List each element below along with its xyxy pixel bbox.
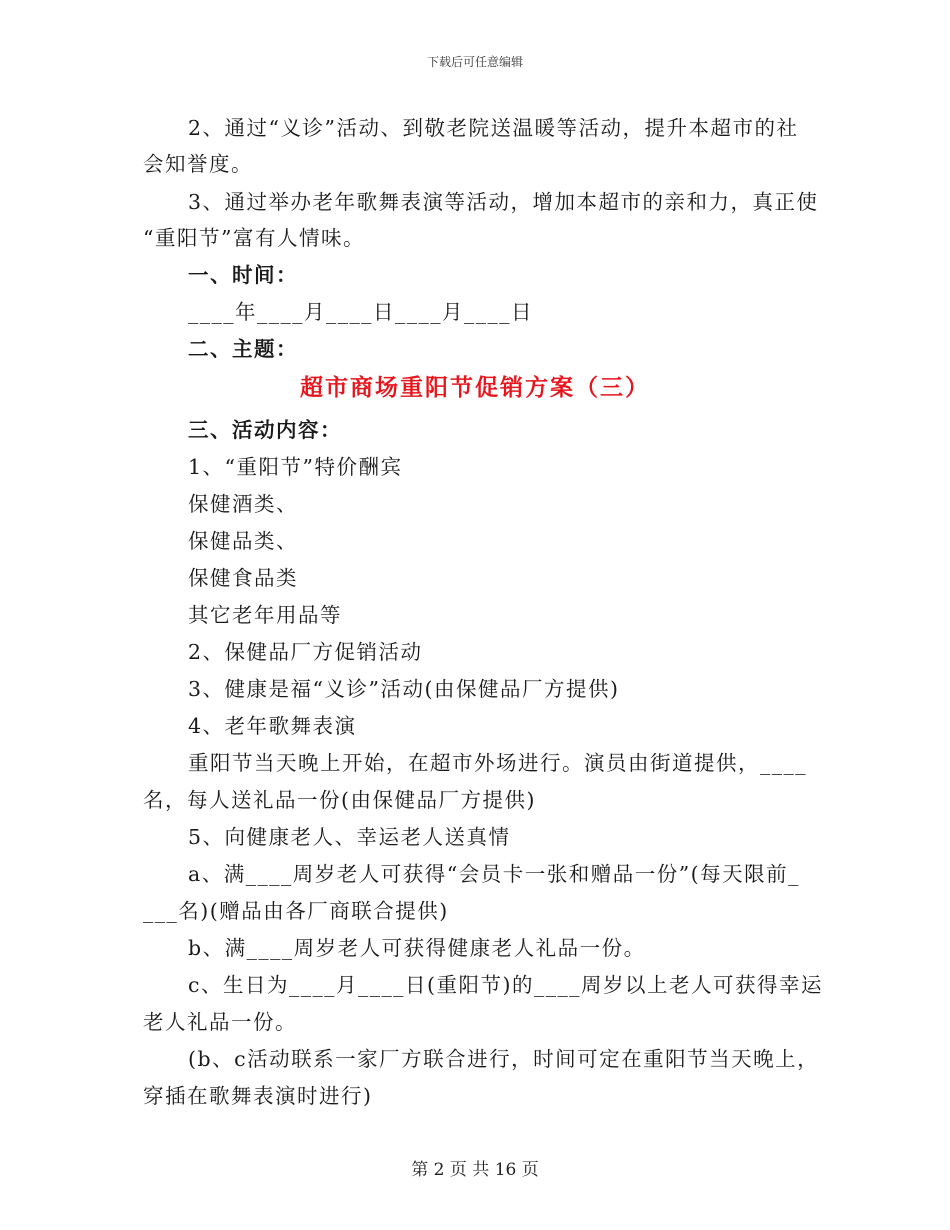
- paragraph-line: 会知誉度。: [143, 152, 253, 176]
- paragraph-line: c、生日为____月____日(重阳节)的____周岁以上老人可获得幸运: [188, 973, 823, 997]
- paragraph-line: 老人礼品一份。: [143, 1010, 297, 1034]
- paragraph-line: 3、通过举办老年歌舞表演等活动，增加本超市的亲和力，真正使: [188, 190, 819, 214]
- section-heading-theme: 二、主题：: [188, 337, 298, 361]
- page-footer: 第 2 页 共 16 页: [411, 1160, 539, 1180]
- list-item: 保健品类、: [188, 529, 298, 553]
- page-header: 下载后可任意编辑: [426, 55, 523, 69]
- list-item: 保健食品类: [188, 566, 298, 590]
- list-item: 2、保健品厂方促销活动: [188, 640, 423, 664]
- paragraph-line: 名，每人送礼品一份(由保健品厂方提供): [143, 788, 536, 812]
- list-item: 其它老年用品等: [188, 603, 342, 627]
- paragraph-line: a、满____周岁老人可获得“会员卡一张和赠品一份”(每天限前_: [188, 862, 800, 886]
- paragraph-line: (b、c活动联系一家厂方联合进行，时间可定在重阳节当天晚上，: [188, 1047, 820, 1071]
- list-item: 3、健康是福“义诊”活动(由保健品厂方提供): [188, 677, 620, 701]
- paragraph-line: 2、通过“义诊”活动、到敬老院送温暖等活动，提升本超市的社: [188, 116, 799, 140]
- document-title: 超市商场重阳节促销方案（三）: [300, 374, 650, 401]
- section-heading-time: 一、时间：: [188, 263, 298, 287]
- paragraph-line: b、满____周岁老人可获得健康老人礼品一份。: [188, 936, 646, 960]
- paragraph-line: 重阳节当天晚上开始，在超市外场进行。演员由街道提供，____: [188, 751, 807, 775]
- list-item: 4、老年歌舞表演: [188, 714, 357, 738]
- paragraph-line: ___名)(赠品由各厂商联合提供): [143, 899, 449, 923]
- date-blank-line: ____年____月____日____月____日: [188, 300, 533, 324]
- section-heading-content: 三、活动内容：: [188, 418, 342, 442]
- list-item: 5、向健康老人、幸运老人送真情: [188, 825, 511, 849]
- paragraph-line: “重阳节”富有人情味。: [143, 226, 365, 250]
- list-item: 1、“重阳节”特价酬宾: [188, 455, 403, 479]
- paragraph-line: 穿插在歌舞表演时进行): [143, 1084, 373, 1108]
- list-item: 保健酒类、: [188, 492, 298, 516]
